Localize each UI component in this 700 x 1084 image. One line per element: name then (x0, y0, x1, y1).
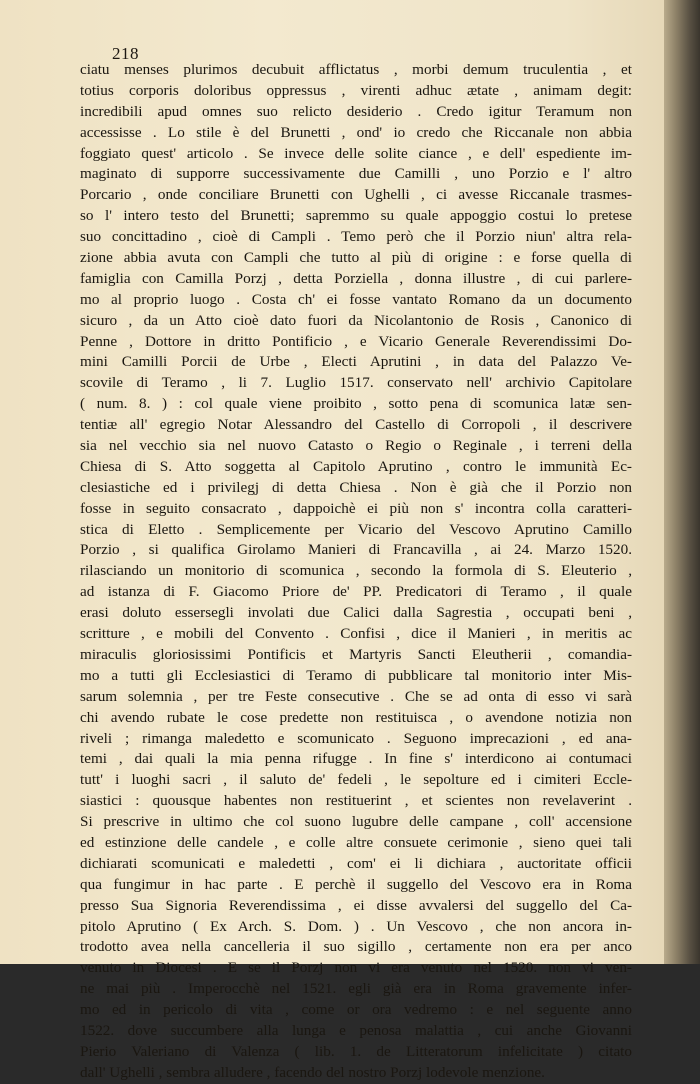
text-line: ( num. 8. ) : col quale viene proibito , sotto pena di scomunica latæ sen- (80, 395, 632, 413)
text-line: sicuro , da un Atto cioè dato fuori da Nicolantonio de Rosis , Canonico di (80, 311, 632, 329)
text-line: mini Camilli Porcii de Urbe , Electi Aprutini , in data del Palazzo Ve- (80, 353, 632, 371)
text-line: 1522. dove succumbere alla lunga e penosa malattia , cui anche Giovanni (80, 1021, 632, 1039)
text-line: Pierio Valeriano di Valenza ( lib. 1. de Litteratorum infelicitate ) citato (80, 1042, 632, 1060)
text-line: fosse in seguito consacrato , dappoichè ei più non s' incontra colla caratteri- (80, 499, 632, 517)
text-line: pitolo Aprutino ( Ex Arch. S. Dom. ) . Un Vescovo , che non ancora in- (80, 917, 632, 935)
text-line: zione abbia avuta con Campli che tutto al più di origine : e forse quella di (80, 249, 632, 267)
text-line: qua fungimur in hac parte . E perchè il suggello del Vescovo era in Roma (80, 875, 632, 893)
text-line: Porzio , si qualifica Girolamo Manieri di Francavilla , ai 24. Marzo 1520. (80, 541, 632, 559)
text-line: suo concittadino , cioè di Campli . Temo però che il Porzio niun' altra rela- (80, 228, 632, 246)
text-line: siastici : quousque habentes non restituerint , et scientes non revelaverint . (80, 792, 632, 810)
text-line: ne mai più . Imperocchè nel 1521. egli già era in Roma gravemente infer- (80, 980, 632, 998)
text-line: famiglia con Camilla Porzj , detta Porziella , donna illustre , di cui parlere- (80, 269, 632, 287)
text-line: ed estinzione delle candele , e colle altre consuete cerimonie , sieno quei tali (80, 833, 632, 851)
text-line: sia nel vecchio sia nel nuovo Catasto o Regio o Reginale , i terreni della (80, 437, 632, 455)
text-line: riveli ; rimanga maledetto e scomunicato . Seguono imprecazioni , ed ana- (80, 729, 632, 747)
text-line: maginato di supporre successivamente due Camilli , uno Porzio e l' altro (80, 165, 632, 183)
text-line: totius corporis doloribus oppressus , virenti adhuc ætate , animam degit: (80, 81, 632, 99)
book-gutter-shadow (664, 0, 700, 964)
text-line: miraculis gloriosissimi Pontificis et Martyris Sancti Eleutherii , comandia- (80, 645, 632, 663)
text-line: mo a tutti gli Ecclesiastici di Teramo di pubblicare tal monitorio inter Mis- (80, 666, 632, 684)
text-line: erasi doluto essersegli involati due Calici dalla Sagrestia , occupati beni , (80, 604, 632, 622)
text-line: tentiæ all' egregio Notar Alessandro del Castello di Corropoli , il descrivere (80, 416, 632, 434)
text-line: Porcario , onde conciliare Brunetti con Ughelli , ci avesse Riccanale trasmes- (80, 186, 632, 204)
text-line: stica di Eletto . Semplicemente per Vicario del Vescovo Aprutino Camillo (80, 520, 632, 538)
text-line: so l' intero testo del Brunetti; sapremmo su quale appoggio costui lo pretese (80, 207, 632, 225)
text-line: Penne , Dottore in dritto Pontificio , e Vicario Generale Reverendissimi Do- (80, 332, 632, 350)
text-line: accessisse . Lo stile è del Brunetti , ond' io credo che Riccanale non abbia (80, 123, 632, 141)
text-line: temi , dai quali la mia penna rifugge . In fine s' interdicono ai contumaci (80, 750, 632, 768)
text-line: sarum solemnia , per tre Feste consecutive . Che se ad onta di esso vi sarà (80, 687, 632, 705)
text-line: presso Sua Signoria Reverendissima , ei disse avvalersi del suggello del Ca- (80, 896, 632, 914)
text-line: trodotto avea nella cancelleria il suo sigillo , certamente non era per anco (80, 938, 632, 956)
text-line: ciatu menses plurimos decubuit afflictatus , morbi demum truculentia , et (80, 61, 632, 78)
text-line: ad istanza di F. Giacomo Priore de' PP. Predicatori di Teramo , il quale (80, 583, 632, 601)
text-line: dichiarati scomunicati e maledetti , com' ei li dichiara , auctoritate officii (80, 854, 632, 872)
page-number: 218 (112, 44, 139, 63)
text-line: Chiesa di S. Atto soggetta al Capitolo Aprutino , contro le immunità Ec- (80, 457, 632, 475)
text-line: incredibili apud omnes suo relicto desiderio . Credo igitur Teramum non (80, 102, 632, 120)
text-line: tutt' i luoghi sacri , il saluto de' fedeli , le sepolture ed i cimiteri Eccle- (80, 771, 632, 789)
text-line: mo ed in pericolo di vita , come or ora vedremo : e nel seguente anno (80, 1001, 632, 1019)
text-line: Si prescrive in ultimo che col suono lugubre delle campane , coll' accensione (80, 813, 632, 831)
text-line: venuto in Diocesi . E se il Porzj non vi era venuto nel 1520. non vi ven- (80, 959, 632, 977)
text-line: rilasciando un monitorio di scomunica , secondo la formola di S. Eleuterio , (80, 562, 632, 580)
text-line: chi avendo rubate le cose predette non restituisca , o avendone notizia non (80, 708, 632, 726)
text-line: dall' Ughelli , sembra alludere , facendo del nostro Porzj lodevole menzione. (80, 1063, 545, 1081)
text-line: mo al proprio luogo . Costa ch' ei fosse vantato Romano da un documento (80, 290, 632, 308)
text-line: scritture , e mobili del Convento . Confisi , dice il Manieri , in meritis ac (80, 625, 632, 643)
text-line: foggiato quest' articolo . Se invece delle solite ciance , e dell' espediente im- (80, 144, 632, 162)
text-line: scovile di Teramo , li 7. Luglio 1517. conservato nell' archivio Capitolare (80, 374, 632, 392)
body-text (80, 60, 632, 1084)
text-line: clesiastiche ed i privilegj di detta Chiesa . Non è già che il Porzio non (80, 478, 632, 496)
